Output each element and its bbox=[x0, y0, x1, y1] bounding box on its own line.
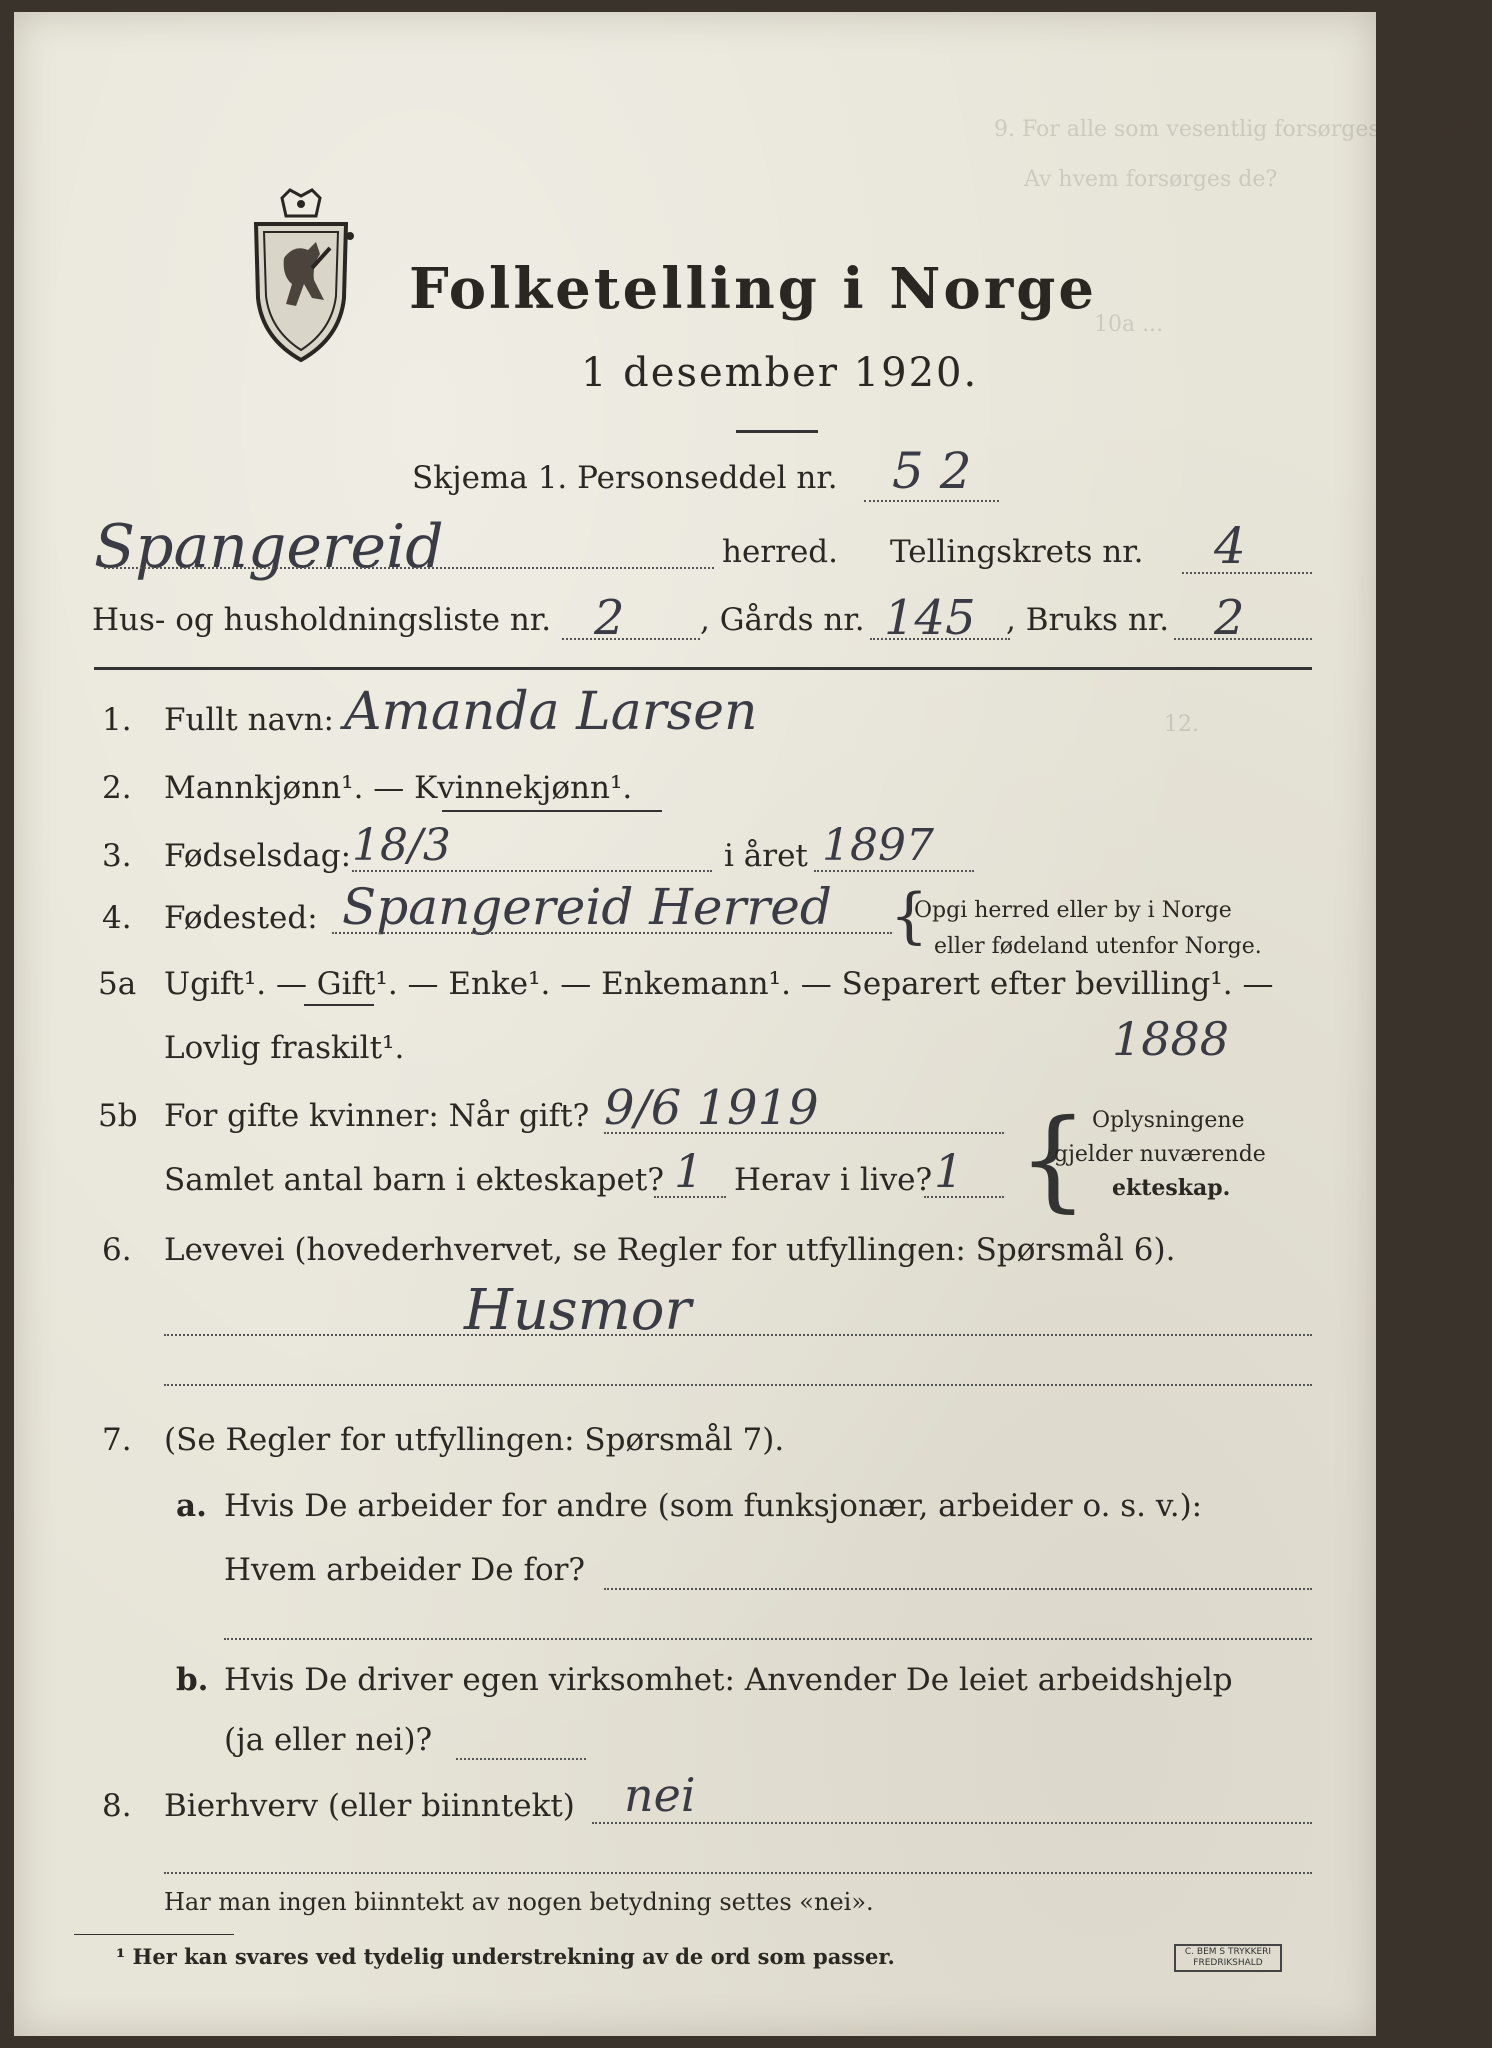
q2-number: 2. bbox=[102, 770, 132, 806]
employer-field-line[interactable] bbox=[604, 1588, 1312, 1590]
husholdningsliste-field-line bbox=[562, 638, 700, 640]
tellingskrets-field-line bbox=[1182, 572, 1312, 574]
header-divider bbox=[94, 667, 1312, 670]
personseddel-field-line bbox=[864, 500, 999, 502]
footnote: ¹ Her kan svares ved tydelig understrekning av de ord som passer. bbox=[116, 1944, 895, 1969]
q4-label: Fødested: bbox=[164, 900, 318, 936]
q5a-number: 5a bbox=[98, 966, 137, 1002]
nei-instruction: Har man ingen biinntekt av nogen betydning settes «nei». bbox=[164, 1888, 874, 1916]
tellingskrets-label: Tellingskrets nr. bbox=[890, 534, 1144, 570]
q7a-label2: Hvem arbeider De for? bbox=[224, 1552, 586, 1588]
birth-year-field-line bbox=[814, 870, 974, 872]
personseddel-nr[interactable]: 5 2 bbox=[892, 442, 972, 500]
birthplace-field-line bbox=[332, 932, 892, 934]
q5b-label: For gifte kvinner: Når gift? bbox=[164, 1098, 590, 1134]
occupation-value[interactable]: Husmor bbox=[464, 1278, 692, 1343]
footnote-rule bbox=[74, 1934, 234, 1935]
herred-value[interactable]: Spangereid bbox=[94, 512, 444, 582]
employer-field-line-2[interactable] bbox=[224, 1638, 1312, 1640]
alive-field-line bbox=[924, 1196, 1004, 1198]
q7a-number: a. bbox=[176, 1488, 207, 1524]
title-rule bbox=[736, 430, 818, 433]
q4-note-line1: Opgi herred eller by i Norge bbox=[914, 898, 1232, 923]
q7a-label: Hvis De arbeider for andre (som funksjonær, arbeider o. s. v.): bbox=[224, 1488, 1203, 1524]
q5b-brace: { bbox=[1018, 1095, 1088, 1223]
q3-label: Fødselsdag: bbox=[164, 838, 352, 874]
birthplace-value[interactable]: Spangereid Herred bbox=[342, 878, 832, 936]
q7b-number: b. bbox=[176, 1662, 209, 1698]
bruks-label: , Bruks nr. bbox=[1006, 602, 1170, 638]
q4-number: 4. bbox=[102, 900, 132, 936]
q1-label: Fullt navn: bbox=[164, 702, 334, 738]
q5a-label: Ugift¹. — Gift¹. — Enke¹. — Enkemann¹. — Separert efter bevilling¹. — bbox=[164, 966, 1274, 1002]
tellingskrets-nr[interactable]: 4 bbox=[1214, 517, 1246, 575]
birth-year-value[interactable]: 1897 bbox=[822, 820, 934, 871]
gards-nr[interactable]: 145 bbox=[884, 590, 976, 646]
alive-count[interactable]: 1 bbox=[934, 1144, 964, 1198]
q7-number: 7. bbox=[102, 1422, 132, 1458]
q6-label: Levevei (hovederhvervet, se Regler for utfyllingen: Spørsmål 6). bbox=[164, 1232, 1176, 1268]
skjema-label: Skjema 1. Personseddel nr. bbox=[412, 460, 838, 496]
q1-number: 1. bbox=[102, 702, 132, 738]
q8-label: Bierhverv (eller biinntekt) bbox=[164, 1788, 575, 1824]
bruks-nr[interactable]: 2 bbox=[1214, 590, 1245, 646]
bleed-through-text: 10a ... bbox=[1094, 312, 1164, 337]
q8-number: 8. bbox=[102, 1788, 132, 1824]
children-label: Samlet antal barn i ekteskapet? bbox=[164, 1162, 664, 1198]
q5b-note-line2: gjelder nuværende bbox=[1054, 1142, 1266, 1167]
side-income-field-line-2 bbox=[164, 1872, 1312, 1874]
occupation-field-line-1 bbox=[164, 1334, 1312, 1336]
printer-stamp-line2: FREDRIKSHALD bbox=[1193, 1958, 1263, 1968]
q2-label: Mannkjønn¹. — Kvinnekjønn¹. bbox=[164, 770, 633, 806]
q5b-note-line1: Oplysningene bbox=[1092, 1108, 1245, 1133]
q6-number: 6. bbox=[102, 1232, 132, 1268]
printer-stamp-line1: C. BEM S TRYKKERI bbox=[1184, 1947, 1272, 1957]
occupation-field-line-2 bbox=[164, 1384, 1312, 1386]
q4-note-line2: eller fødeland utenfor Norge. bbox=[934, 934, 1262, 959]
marriage-date-field-line bbox=[604, 1132, 1004, 1134]
husholdningsliste-nr[interactable]: 2 bbox=[594, 590, 625, 646]
year-label: i året bbox=[724, 838, 808, 874]
full-name-value[interactable]: Amanda Larsen bbox=[344, 682, 758, 742]
children-count[interactable]: 1 bbox=[674, 1144, 704, 1198]
q5a-label2: Lovlig fraskilt¹. bbox=[164, 1030, 405, 1066]
side-income-value[interactable]: nei bbox=[624, 1768, 696, 1822]
q5b-number: 5b bbox=[98, 1098, 138, 1134]
form-title: Folketelling i Norge bbox=[409, 256, 1098, 322]
q7-label: (Se Regler for utfyllingen: Spørsmål 7). bbox=[164, 1422, 785, 1458]
q5a-extra-note[interactable]: 1888 bbox=[1112, 1012, 1230, 1066]
gift-underline bbox=[304, 1004, 374, 1006]
bleed-through-text: 12. bbox=[1164, 712, 1199, 737]
printer-stamp bbox=[1174, 1944, 1282, 1972]
husholdningsliste-label: Hus- og husholdningsliste nr. bbox=[92, 602, 552, 638]
q3-number: 3. bbox=[102, 838, 132, 874]
q7b-label2: (ja eller nei)? bbox=[224, 1722, 433, 1758]
bleed-through-text: 9. For alle som vesentlig forsørges av andre: bbox=[994, 117, 1492, 142]
form-date: 1 desember 1920. bbox=[581, 350, 979, 396]
herred-label: herred. bbox=[722, 534, 838, 570]
birthdate-value[interactable]: 18/3 bbox=[352, 820, 451, 871]
children-field-line bbox=[654, 1196, 726, 1198]
herred-field-line bbox=[104, 567, 714, 569]
gards-label: , Gårds nr. bbox=[700, 602, 865, 638]
side-income-field-line bbox=[592, 1822, 1312, 1824]
marriage-date-value[interactable]: 9/6 1919 bbox=[604, 1080, 819, 1136]
q5b-note-line3: ekteskap. bbox=[1112, 1175, 1231, 1201]
birthdate-field-line bbox=[352, 870, 712, 872]
ink-dot bbox=[346, 232, 354, 240]
q7b-label: Hvis De driver egen virksomhet: Anvender De leiet arbeidshjelp bbox=[224, 1662, 1233, 1698]
bleed-through-text: Av hvem forsørges de? bbox=[1024, 167, 1278, 192]
coat-of-arms-icon bbox=[242, 188, 360, 366]
hired-help-field-line[interactable] bbox=[456, 1758, 586, 1760]
alive-label: Herav i live? bbox=[734, 1162, 933, 1198]
census-form bbox=[14, 12, 1492, 2036]
kvinnekjonn-underline bbox=[442, 810, 662, 812]
q4-brace: { bbox=[890, 881, 929, 951]
